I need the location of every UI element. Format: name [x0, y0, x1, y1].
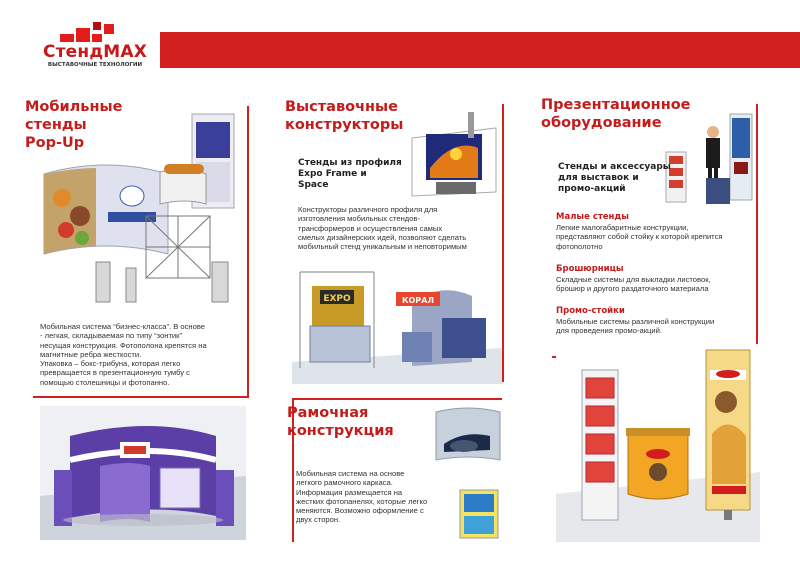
popup-title-line: Pop-Up [25, 135, 85, 151]
expo-sign: EXPO [323, 294, 351, 304]
text-line: Легкие малогабаритные конструкции, [556, 223, 689, 232]
text-line: брошюр и другого раздаточного материала [556, 284, 709, 294]
constructors-title-line: конструкторы [285, 117, 404, 133]
text-line: изготовления мобильных стендов- [298, 214, 420, 224]
brand-name: СтендMAX [42, 42, 148, 62]
brochure-holders-heading: Брошюрницы [556, 264, 624, 274]
promo-equipment-render [556, 344, 760, 542]
presentation-subtitle [558, 162, 671, 195]
popup-stands-image [36, 112, 250, 308]
subtitle-line: Стенды и аксессуары [558, 162, 671, 172]
frame-display-image [434, 404, 502, 464]
popup-title-line: Мобильные [25, 99, 123, 115]
text-line: фотополотно [556, 241, 603, 251]
presentation-title-line: оборудование [541, 115, 662, 131]
frame-construction-description [296, 469, 427, 525]
subtitle-line: Стенды из профиля [298, 158, 402, 168]
expo-frame-image [406, 108, 502, 200]
text-line: для проведения промо-акций. [556, 326, 662, 336]
popup-description [40, 322, 207, 387]
subtitle-line: Space [298, 180, 329, 190]
subtitle-line: для выставок и [558, 173, 639, 183]
text-line: Мобильная система на основе [296, 469, 405, 478]
promo-stands-description [556, 317, 714, 336]
constructors-description [298, 205, 467, 251]
text-line: Информация размещается на [296, 487, 403, 497]
text-line: смелых дизайнерских идей, позволяют сделать [298, 232, 467, 242]
text-line: легкого рамочного каркаса. [296, 478, 393, 488]
text-line: мобильный стенд уникальным и неповторимым [298, 242, 467, 252]
text-line: несущая конструкция. Фотополона крепятся на [40, 340, 207, 350]
brand-logo[interactable] [40, 22, 150, 72]
header-bar [160, 32, 800, 68]
presentation-stands-image [660, 112, 756, 210]
frame-title-line: конструкция [287, 423, 394, 439]
frame-construction-title [287, 404, 394, 440]
constructors-title-line: Выставочные [285, 99, 399, 115]
text-line: - легкая, складываемая по типу “зонтик” [40, 331, 183, 341]
text-line: Упаковка – бокс-трибуна, которая легко [40, 359, 181, 369]
koral-sign: КОРАЛ [401, 296, 435, 305]
text-line: Мобильная система “бизнес-класса”. В основе [40, 322, 206, 331]
subtitle-line: Expo Frame и [298, 169, 367, 179]
text-line: трансформеров и осуществления самых [298, 223, 443, 233]
popup-title-line: стенды [25, 117, 87, 133]
logo-cubes-icon [60, 22, 120, 42]
brochure-holders-description [556, 275, 711, 294]
text-line: представляют собой стойку к которой крепится [556, 232, 723, 242]
brand-tagline: ВЫСТАВОЧНЫЕ ТЕХНОЛОГИИ [47, 62, 143, 68]
text-line: превращается в презентационную тумбу с [40, 368, 190, 378]
frame-stand-image [456, 488, 502, 542]
text-line: двух сторон. [296, 515, 341, 525]
expo-booths-render [292, 262, 502, 384]
popup-booth-render [40, 406, 246, 540]
text-line: помощью столешницы и фотопанно. [40, 377, 170, 387]
text-line: меняются. Возможно оформление с [296, 506, 424, 516]
promo-stands-heading: Промо-стойки [556, 306, 625, 316]
frame-title-line: Рамочная [287, 405, 369, 421]
text-line: магнитные ребра жесткости. [40, 349, 142, 359]
presentation-title-line: Презентационное [541, 97, 691, 113]
small-stands-heading: Малые стенды [556, 212, 629, 222]
text-line: Мобильные системы различной конструкции [556, 317, 715, 326]
subtitle-line: промо-акций [558, 184, 626, 194]
text-line: Складные системы для выкладки листовок, [556, 275, 711, 284]
text-line: жестких фотопанелях, которые легко [296, 496, 428, 506]
small-stands-description [556, 223, 723, 251]
constructors-subtitle [298, 158, 402, 191]
text-line: Конструкторы различного профиля для [298, 205, 438, 214]
